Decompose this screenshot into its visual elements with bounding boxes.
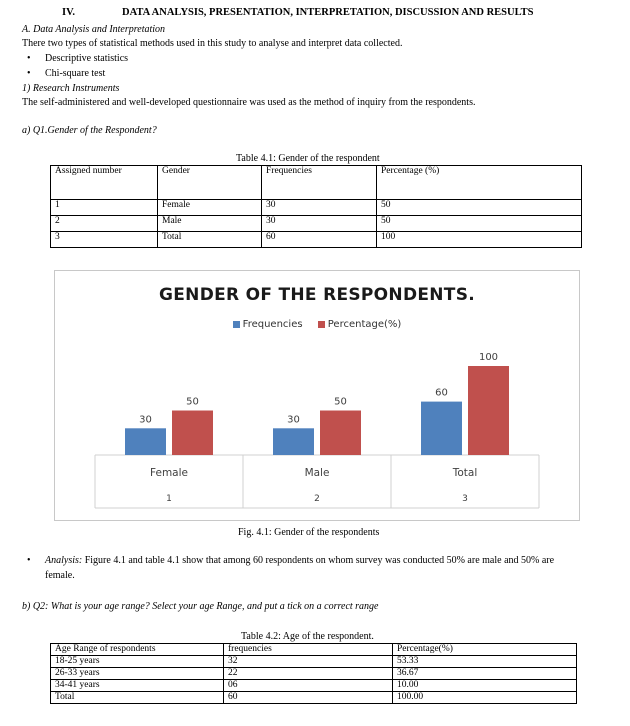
table-header-cell: Gender [158, 166, 262, 200]
legend-label: Frequencies [242, 319, 303, 330]
table-cell: Male [158, 216, 262, 232]
table-cell: Total [51, 692, 224, 704]
table-row [51, 200, 582, 216]
table-row [51, 656, 577, 668]
analysis-label: Analysis: [45, 555, 83, 566]
table-header-cell: Age Range of respondents [51, 644, 224, 656]
table-cell: 60 [224, 692, 393, 704]
table-cell: 100 [377, 232, 582, 248]
category-index-label: 2 [314, 494, 320, 504]
table-cell: 100.00 [393, 692, 577, 704]
bar-percentage-female [172, 411, 213, 456]
table-row [51, 692, 577, 704]
table-header-cell: Frequencies [262, 166, 377, 200]
table-header-cell: Percentage(%) [393, 644, 577, 656]
analysis-text: Figure 4.1 and table 4.1 show that among 60 respondents on whom survey was conducted 50% are male and 50% are [82, 555, 555, 566]
analysis-text-continued: female. [45, 570, 75, 581]
table-cell: 1 [51, 200, 158, 216]
table-cell: 60 [262, 232, 377, 248]
data-label: 100 [478, 352, 499, 363]
category-index-label: 3 [462, 494, 468, 504]
section-number: IV. [62, 7, 75, 18]
section-heading: DATA ANALYSIS, PRESENTATION, INTERPRETATION, DISCUSSION AND RESULTS [122, 7, 534, 18]
table-row [51, 216, 582, 232]
data-label: 50 [186, 396, 199, 408]
category-index-label: 1 [166, 494, 172, 504]
table-cell: 30 [262, 200, 377, 216]
table-cell: 22 [224, 668, 393, 680]
table-header-cell: frequencies [224, 644, 393, 656]
table-1-caption: Table 4.1: Gender of the respondent [236, 153, 380, 164]
table-cell: 3 [51, 232, 158, 248]
table-cell: 30 [262, 216, 377, 232]
question-1: a) Q1.Gender of the Respondent? [22, 125, 157, 136]
table-header-cell: Percentage (%) [377, 166, 582, 200]
legend-label: Percentage(%) [327, 319, 402, 330]
bar-frequencies-total [421, 402, 462, 455]
table-cell: Total [158, 232, 262, 248]
category-label: Female [150, 467, 188, 479]
table-cell: 53.33 [393, 656, 577, 668]
chart-title: GENDER OF THE RESPONDENTS. [159, 285, 475, 305]
analysis-paragraph [45, 555, 554, 566]
table-cell: 34-41 years [51, 680, 224, 692]
table-cell: 2 [51, 216, 158, 232]
gender-chart [54, 270, 580, 521]
table-row [51, 680, 577, 692]
data-label: 50 [334, 396, 347, 408]
table-row [51, 668, 577, 680]
table-cell: 50 [377, 200, 582, 216]
bar-frequencies-female [125, 428, 166, 455]
instrument-text: The self-administered and well-developed questionnaire was used as the method of inquiry from the respondents. [22, 97, 476, 108]
question-2: b) Q2: What is your age range? Select your age Range, and put a tick on a correct range [22, 601, 379, 612]
table-cell: 18-25 years [51, 656, 224, 668]
bar-percentage-male [320, 411, 361, 456]
subheading-research-instruments: 1) Research Instruments [22, 83, 120, 94]
chart-plot [55, 271, 579, 520]
table-cell: 26-33 years [51, 668, 224, 680]
age-table [50, 643, 577, 704]
intro-text: There two types of statistical methods used in this study to analyse and interpret data collected. [22, 38, 403, 49]
category-label: Male [304, 467, 330, 479]
bar-percentage-total [468, 366, 509, 455]
figure-caption: Fig. 4.1: Gender of the respondents [238, 527, 380, 538]
table-header-cell: Assigned number [51, 166, 158, 200]
method-item: • Chi-square test [45, 68, 105, 79]
table-cell: 32 [224, 656, 393, 668]
data-label: 60 [435, 387, 448, 399]
table-cell: 36.67 [393, 668, 577, 680]
data-label: 30 [139, 414, 152, 426]
subheading-data-analysis: A. Data Analysis and Interpretation [22, 24, 166, 35]
table-cell: 06 [224, 680, 393, 692]
table-cell: Female [158, 200, 262, 216]
table-cell: 10.00 [393, 680, 577, 692]
bar-frequencies-male [273, 428, 314, 455]
category-label: Total [452, 467, 478, 479]
method-item: • Descriptive statistics [45, 53, 128, 64]
table-header-row [51, 644, 577, 656]
data-label: 30 [287, 414, 300, 426]
table-row [51, 232, 582, 248]
gender-table [50, 165, 582, 248]
table-cell: 50 [377, 216, 582, 232]
table-header-row [51, 166, 582, 200]
table-2-caption: Table 4.2: Age of the respondent. [241, 631, 374, 642]
